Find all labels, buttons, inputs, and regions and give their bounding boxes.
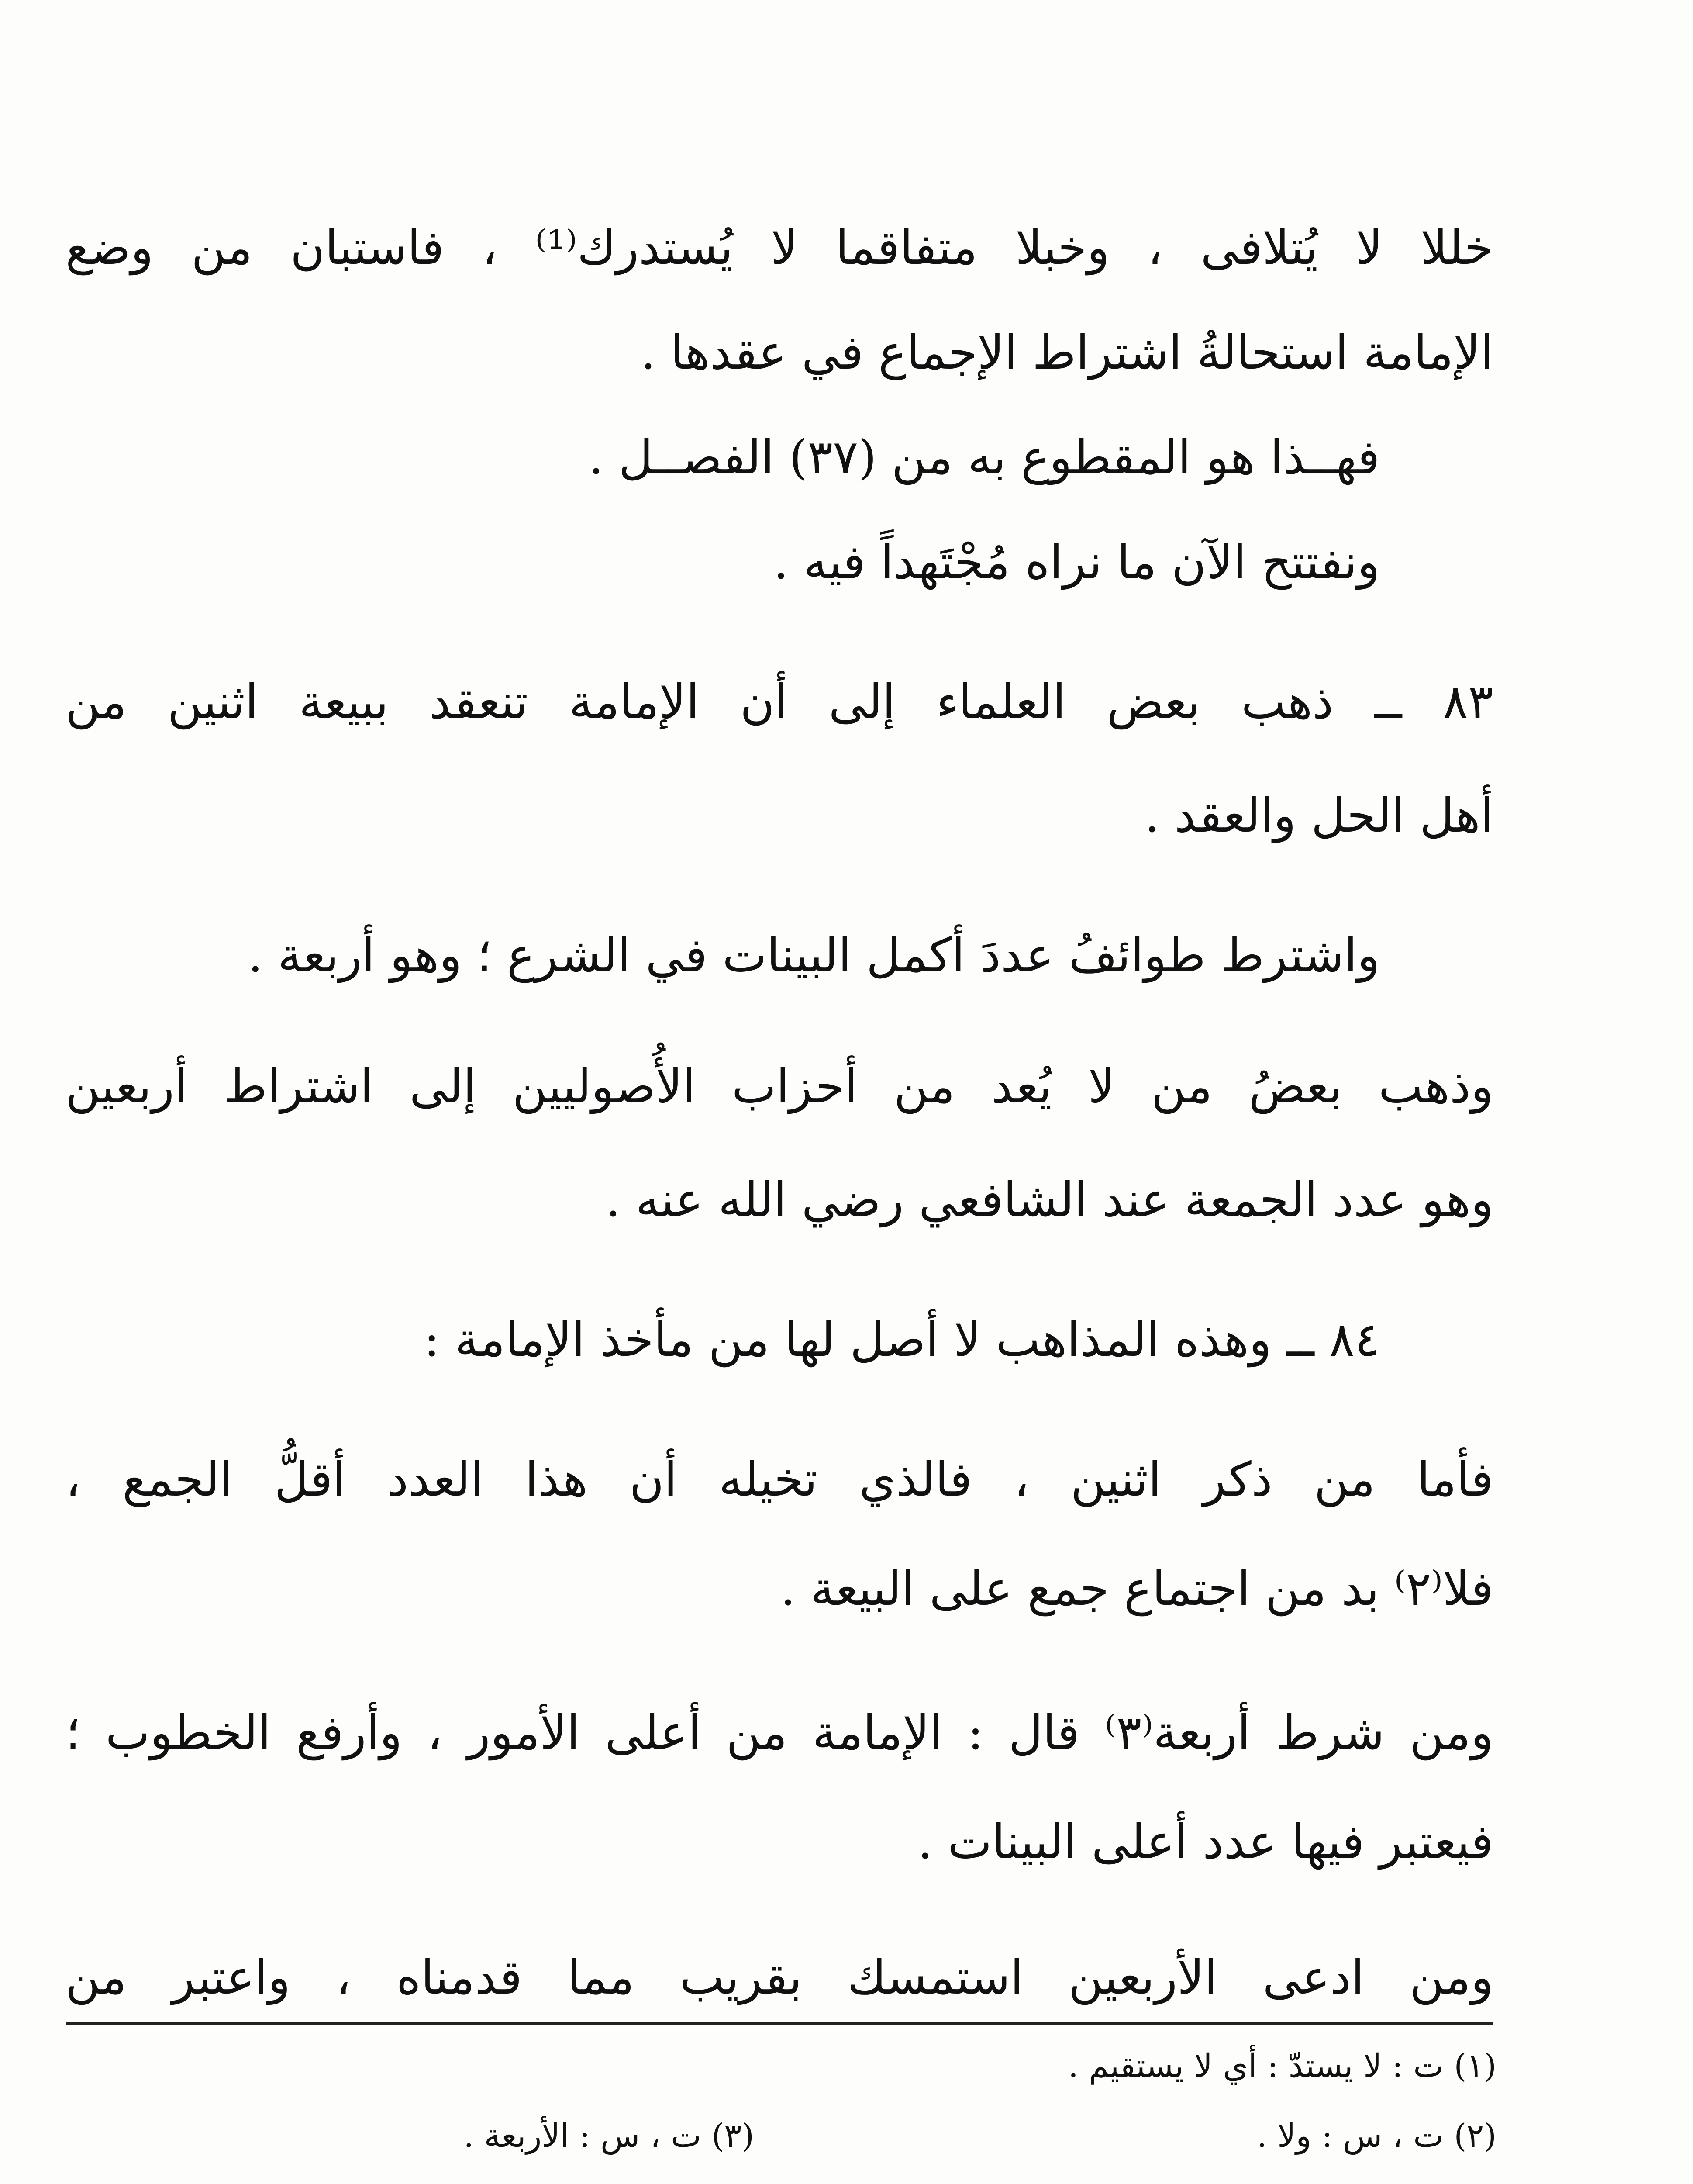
text-line-15: ومن ادعى الأربعين استمسك بقريب مما قدمناه ، واعتبر من [66, 1950, 1493, 2005]
text-line-10: ٨٤ ــ وهذه المذاهب لا أصل لها من مأخذ الإمامة : [424, 1313, 1380, 1367]
text-line-2: الإمامة استحالةُ اشتراط الإجماع في عقدها . [641, 325, 1493, 380]
text-line-4: ونفتتح الآن ما نراه مُجْتَهداً فيه . [773, 535, 1380, 590]
text-line-7: واشترط طوائفُ عددَ أكمل البينات في الشرع ؛ وهو أربعة . [248, 928, 1380, 983]
text-line-14: فيعتبر فيها عدد أعلى البينات . [917, 1815, 1493, 1870]
footnote-divider [66, 2022, 1493, 2025]
text-line-5: ٨٣ ــ ذهب بعض العلماء إلى أن الإمامة تنعقد ببيعة اثنين من [66, 675, 1494, 729]
text-line-3: فهــذا هو المقطوع به من (٣٧) الفصــل . [588, 430, 1380, 485]
text-line-1: خللا لا يُتلافى ، وخبلا متفاقما لا يُستدرك⁽¹⁾ ، فاستبان من وضع [66, 221, 1494, 275]
text-line-12: فلا⁽٢⁾ بد من اجتماع جمع على البيعة . [780, 1562, 1493, 1616]
text-line-11: فأما من ذكر اثنين ، فالذي تخيله أن هذا العدد أقلُّ الجمع ، [66, 1452, 1493, 1507]
text-line-13: ومن شرط أربعة⁽٣⁾ قال : الإمامة من أعلى الأمور ، وأرفع الخطوب ؛ [66, 1706, 1493, 1760]
footnote-3: (٣) ت ، س : الأربعة . [463, 2117, 754, 2155]
text-line-6: أهل الحل والعقد . [1145, 788, 1493, 843]
footnote-1: (١) ت : لا يستدّ : أي لا يستقيم . [1068, 2047, 1496, 2085]
footnote-2: (٢) ت ، س : ولا . [1257, 2117, 1496, 2155]
text-line-9: وهو عدد الجمعة عند الشافعي رضي الله عنه . [605, 1173, 1493, 1227]
text-line-8: وذهب بعضُ من لا يُعد من أحزاب الأُصوليين إلى اشتراط أربعين [66, 1059, 1493, 1114]
